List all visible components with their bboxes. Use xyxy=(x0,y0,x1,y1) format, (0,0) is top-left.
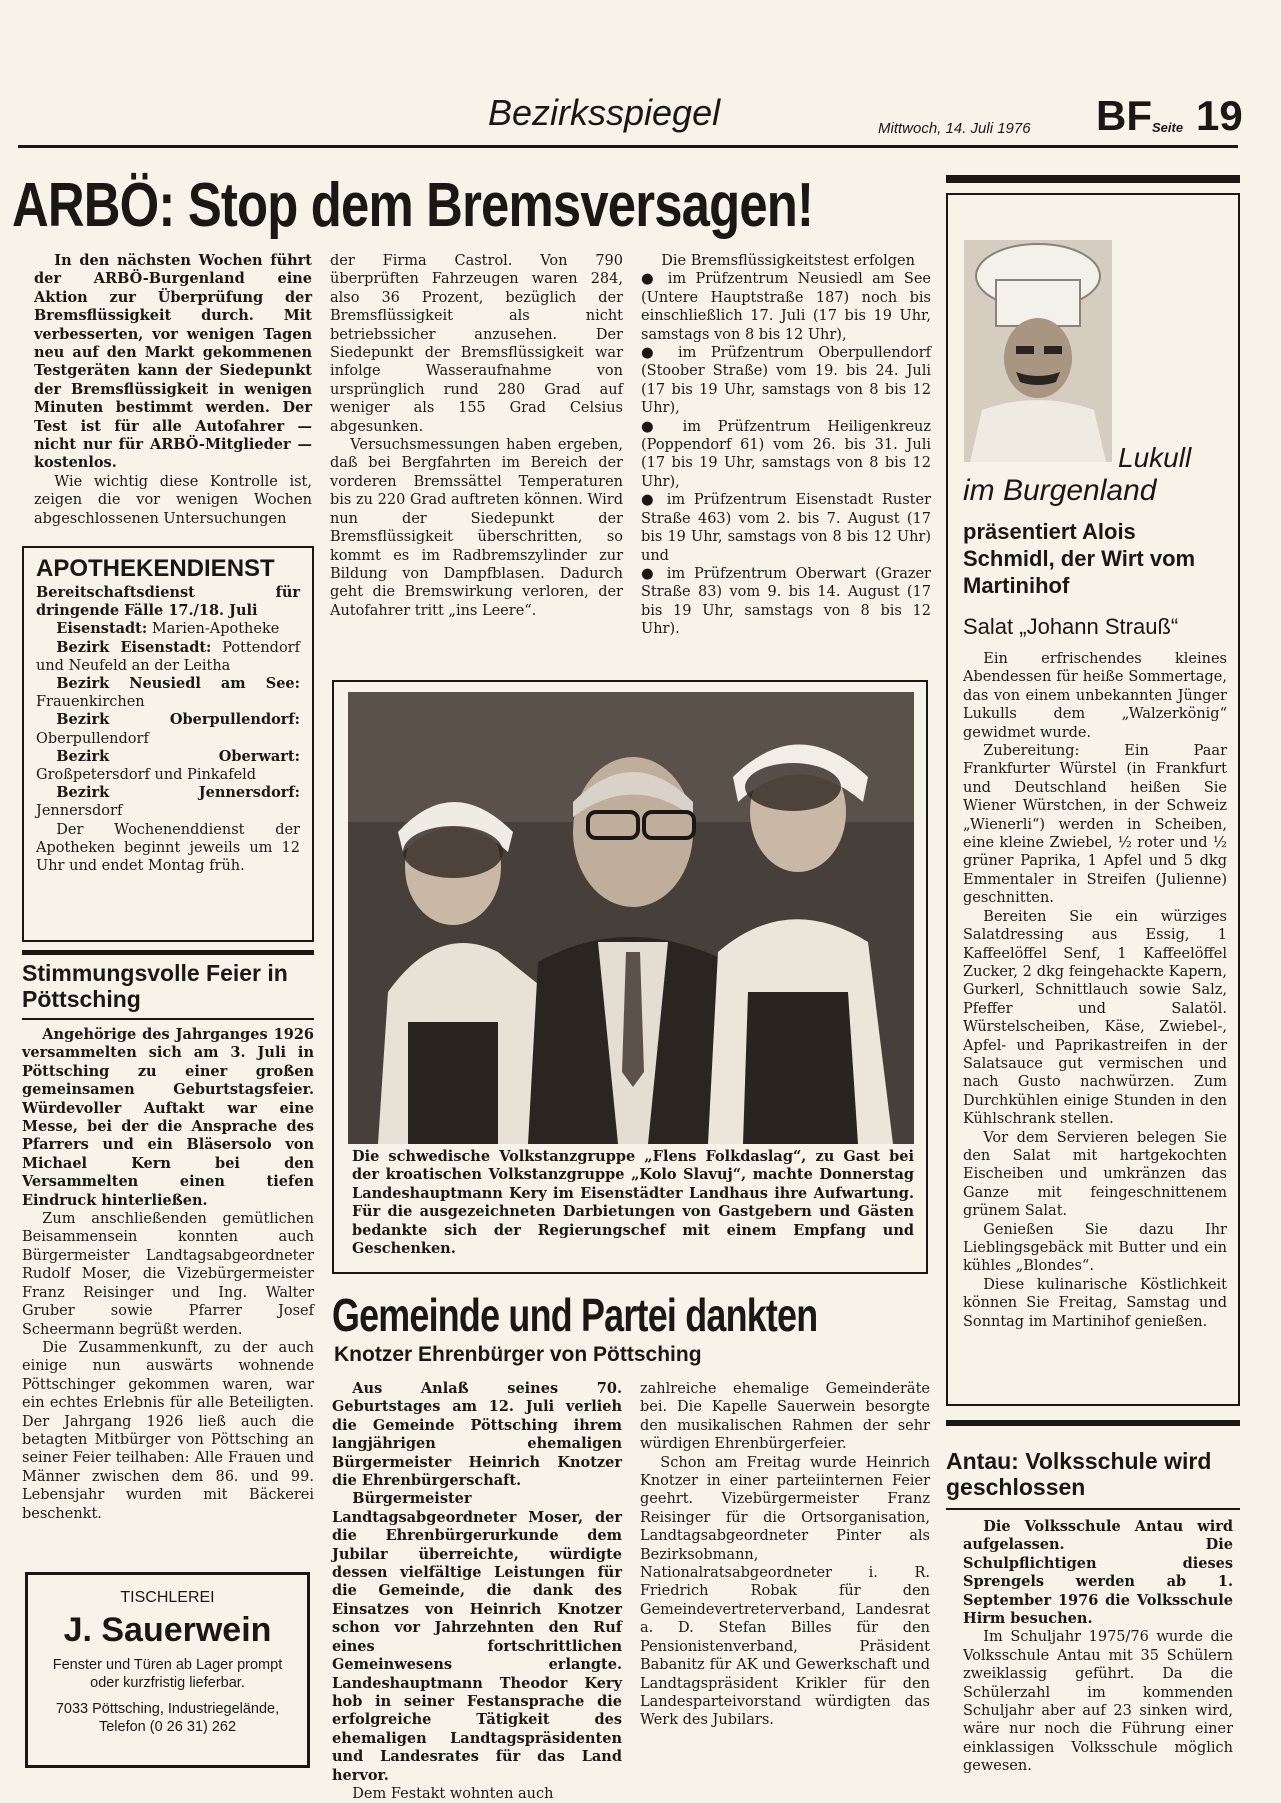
arboe-col3-intro: Die Bremsflüssigkeitstest erfolgen xyxy=(661,253,915,269)
bullet-icon: ● xyxy=(641,345,664,362)
apotheke-title: APOTHEKENDIENST xyxy=(36,555,275,582)
gemeinde-col1-p2: Bürgermeister Landtagsabgeordneter Moser, der die Ehrenbürgerurkunde dem Jubilar überreichte, würdigte dessen vielfältige Leistungen für die Gemeinde, die dank des Einsatzes von Heinrich Knotzer schon vor Jahrzehnten den Ruf eines fortschrittlichen Gemeinwesens erlangte. Landeshauptmann Theodor Kery hob in seiner Festansprache die erfolgreiche Tätigkeit des ehemaligen Landtagspräsidenten und Landesrates für das Land hervor. xyxy=(332,1490,622,1784)
chef-portrait xyxy=(964,240,1112,462)
page-number: 19 xyxy=(1196,92,1243,139)
apotheke-entry: Bezirk Jennersdorf: Jennersdorf xyxy=(36,784,300,820)
page-label: Seite xyxy=(1152,120,1184,135)
test-location-item: ● im Prüfzentrum Eisenstadt Ruster Straße 463) vom 2. bis 7. August (17 bis 19 Uhr, samstags von 8 bis 12 Uhr) und xyxy=(641,492,932,564)
issue-date: Mittwoch, 14. Juli 1976 xyxy=(878,120,1031,137)
photo-illustration xyxy=(348,692,914,1144)
apotheke-entry: Bezirk Oberwart: Großpetersdorf und Pinkafeld xyxy=(36,747,300,784)
recipe-p4: Vor dem Servieren belegen Sie den Salat mit hartgekochten Eischeiben und umkränzen das Ganze mit feingeschnittenem grünem Salat. xyxy=(963,1129,1227,1220)
lukull-top-bar xyxy=(946,175,1240,183)
photo-caption: Die schwedische Volkstanzgruppe „Flens Folkdaslag“, zu Gast bei der kroatischen Volkstanzgruppe „Kolo Slavuj“, machte Donnerstag Landeshauptmann Kery im Eisenstädter Landhaus ihre Aufwartung. Für die ausgezeichneten Darbietungen von Gastgebern und Gästen bedankte sich der Regierungschef mit einem Empfang und Geschenken. xyxy=(352,1148,914,1258)
poettsching-article xyxy=(22,1026,314,1523)
lukull-title-1: Lukull xyxy=(1118,442,1192,473)
gemeinde-column-2 xyxy=(640,1380,930,1730)
poettsching-p1: Zum anschließenden gemütlichen Beisammensein konnten auch Bürgermeister Landtagsabgeordneter Rudolf Moser, die Vizebürgermeister Franz Reisinger und Ing. Walter Gruber sowie Pfarrer Josef Scheermann begrüßt werden. xyxy=(22,1211,314,1338)
paper-logo: BF xyxy=(1096,92,1152,139)
test-location-item: ● im Prüfzentrum Heiligenkreuz (Poppendorf 61) vom 26. bis 31. Juli (17 bis 19 Uhr, samstags von 8 bis 12 Uhr), xyxy=(641,418,931,490)
bullet-icon: ● xyxy=(641,492,658,509)
recipe-p6: Diese kulinarische Köstlichkeit können Sie Freitag, Samstag und Sonntag im Martinihof genießen. xyxy=(963,1276,1227,1330)
test-location-item: ● im Prüfzentrum Oberpullendorf (Stoober Straße) vom 19. bis 24. Juli (17 bis 19 Uhr, samstags von 8 bis 12 Uhr), xyxy=(641,345,931,417)
arboe-column-2 xyxy=(330,252,623,620)
arboe-lead: In den nächsten Wochen führt der ARBÖ-Burgenland eine Aktion zur Überprüfung der Bremsflüssigkeit durch. Mit verbesserten, vor wenigen Tagen neu auf den Markt gekommenen Testgeräten kann der Siedepunkt der Bremsflüssigkeit in wenigen Minuten bestimmt werden. Der Test ist für alle Autofahrer — nicht nur für ARBÖ-Mitglieder — kostenlos. xyxy=(34,252,312,472)
arboe-col2-p1: der Firma Castrol. Von 790 überprüften Fahrzeugen waren 284, also 36 Prozent, bezüglich der Bremsflüssigkeit als nicht betriebssicher anzusehen. Der Siedepunkt der Bremsflüssigkeit war infolge Wasseraufnahme von ursprünglich rund 280 Grad auf weniger als 155 Grad Celsius abgesunken. xyxy=(330,253,623,435)
arboe-col2-p2: Versuchsmessungen haben ergeben, daß bei Bergfahrten im Bereich der vorderen Bremssättel Temperaturen bis zu 220 Grad auftreten können. Wird nun der Siedepunkt der Bremsflüssigkeit überschritten, so kommt es im Radbremszylinder zur Bildung von Dampfblasen. Dadurch geht die Bremswirkung verloren, der Autofahrer tritt „ins Leere“. xyxy=(330,437,623,619)
test-location-item: ● im Prüfzentrum Neusiedl am See (Untere Hauptstraße 187) noch bis einschließlich 17. Juli (17 bis 19 Uhr, samstags von 8 bis 12 Uhr), xyxy=(641,271,931,343)
apotheke-footer: Der Wochenenddienst der Apotheken beginnt jeweils um 12 Uhr und endet Montag früh. xyxy=(36,821,300,875)
lukull-subtitle: präsentiert Alois Schmidl, der Wirt vom Martinihof xyxy=(963,519,1196,598)
antau-lead: Die Volksschule Antau wird aufgelassen. Die Schulpflichtigen dieses Sprengels werden ab 1. September 1976 die Volksschule Hirm besuchen. xyxy=(963,1518,1233,1628)
chef-illustration xyxy=(964,240,1112,462)
gemeinde-col2-p1: zahlreiche ehemalige Gemeinderäte bei. Die Kapelle Sauerwein besorgte den musikalischen Rahmen der sehr würdigen Ehrenbürgerfeier. xyxy=(640,1381,930,1453)
poettsching-underline xyxy=(22,1018,314,1020)
antau-rule xyxy=(946,1420,1240,1426)
recipe-title: Salat „Johann Strauß“ xyxy=(963,614,1179,639)
group-photo xyxy=(348,692,914,1144)
recipe-p2: Zubereitung: Ein Paar Frankfurter Würstel (in Frankfurt und Deutschland heißen Sie Wiener Würstchen, in der Schweiz „Wienerli“) werden in Scheiben, eine kleine Zwiebel, ½ roter und ½ grüner Paprika, 1 Apfel und 5 dkg Emmentaler in Streifen (Julienne) geschnitten. xyxy=(963,743,1227,907)
section-title: Bezirksspiegel xyxy=(488,92,721,133)
test-location-item: ● im Prüfzentrum Oberwart (Grazer Straße 83) vom 9. bis 14. August (17 bis 19 Uhr, samstags von 8 bis 12 Uhr). xyxy=(641,565,931,638)
gemeinde-column-1 xyxy=(332,1380,622,1803)
poettsching-p2: Die Zusammenkunft, zu der auch einige nun auswärts wohnende Pöttschinger gekommen waren, war ein echtes Erlebnis für alle Beteiligten. Der Jahrgang 1926 ließ auch die betagten Mitbürger von Pöttsching an seiner Feier teilhaben: Alle Frauen und Männer zwischen dem 86. und 99. Lebensjahr wurden mit Bäckerei beschenkt. xyxy=(22,1339,314,1522)
recipe-p5: Genießen Sie dazu Ihr Lieblingsgebäck mit Butter und ein kühles „Blondes“. xyxy=(963,1221,1227,1275)
apotheke-entry: Bezirk Oberpullendorf: Oberpullendorf xyxy=(36,711,300,747)
advertisement xyxy=(25,1572,310,1768)
poettsching-rule xyxy=(22,950,314,955)
apotheke-lead: Bereitschaftsdienst für dringende Fälle 17./18. Juli xyxy=(36,584,300,620)
ad-line1: TISCHLEREI xyxy=(120,1589,215,1606)
apotheke-entry: Bezirk Eisenstadt: Pottendorf und Neufeld an der Leitha xyxy=(36,638,300,674)
header-rule xyxy=(18,145,1238,148)
recipe-p3: Bereiten Sie ein würziges Salatdressing aus Essig, 1 Kaffeelöffel Senf, 1 Kaffeelöffel Zucker, 2 dkg feingehackte Kapern, Gurkerl, Schnittlauch sowie Salz, Pfeffer und Salatöl. Würstelscheiben, Käse, Zwiebel-, Apfel- und Paprikastreifen in der Salatsauce gut vermischen und nach Gusto nachwürzen. Zum Durchkühlen einige Stunden in den Kühlschrank stellen. xyxy=(963,908,1227,1128)
gemeinde-headline: Gemeinde und Partei dankten xyxy=(332,1289,818,1341)
antau-p1: Im Schuljahr 1975/76 wurde die Volksschule Antau mit 35 Schülern zweiklassig geführt. Da die Schülerzahl im kommenden Schuljahr aber auf 23 sinken wird, wäre nur noch die Führung einer einklassigen Volksschule möglich gewesen. xyxy=(963,1629,1233,1775)
arboe-column-3 xyxy=(641,252,931,639)
recipe-p1: Ein erfrischendes kleines Abendessen für heiße Sommertage, das von einem unbekannten Jünger Lukulls dem „Walzerkönig“ gewidmet wurde. xyxy=(963,651,1227,741)
apotheke-entry: Bezirk Neusiedl am See: Frauenkirchen xyxy=(36,675,300,711)
gemeinde-col2-p2: Schon am Freitag wurde Heinrich Knotzer in einer parteiinternen Feier geehrt. Vizebürgermeister Franz Reisinger für die Ortsorganisation, Landtagsabgeordneter Pinter als Bezirksobmann, Nationalratsabgeordneter i. R. Friedrich Robak für den Gemeindevertreterverband, Landesrat a. D. Stefan Billes für den Pensionistenverband, Präsident Babanitz für AK und Gewerkschaft und Landtagspräsident Krikler für den Landesparteivorstand würdigten das Werk des Jubilars. xyxy=(640,1454,930,1729)
gemeinde-subhead: Knotzer Ehrenbürger von Pöttsching xyxy=(334,1343,702,1366)
arboe-body: Wie wichtig diese Kontrolle ist, zeigen die vor wenigen Wochen abgeschlossenen Untersuchungen xyxy=(34,473,312,527)
antau-underline xyxy=(946,1508,1240,1510)
ad-line4: 7033 Pöttsching, Industriegelände, Telefon (0 26 31) 262 xyxy=(55,1701,280,1735)
main-headline: ARBÖ: Stop dem Bremsversagen! xyxy=(12,171,814,240)
gemeinde-col1-p3: Dem Festakt wohnten auch xyxy=(352,1785,554,1802)
antau-title: Antau: Volksschule wird geschlossen xyxy=(946,1448,1212,1500)
poettsching-lead: Angehörige des Jahrganges 1926 versammelten sich am 3. Juli in Pöttsching zu einer großen gemeinsamen Geburtstagsfeier. Würdevoller Auftakt war eine Messe, bei der die Ansprache des Pfarrers und ein Bläsersolo von Michael Kern bei den Versammelten einen tiefen Eindruck hinterließen. xyxy=(22,1026,314,1209)
arboe-column-1 xyxy=(34,252,312,528)
ad-name: J. Sauerwein xyxy=(63,1611,272,1649)
gemeinde-lead: Aus Anlaß seines 70. Geburtstages am 12. Juli verlieh die Gemeinde Pöttsching ihrem langjährigen ehemaligen Bürgermeister Heinrich Knotzer die Ehrenbürgerschaft. xyxy=(332,1380,622,1490)
apotheke-entry: Eisenstadt: Marien-Apotheke xyxy=(56,620,280,638)
bullet-icon: ● xyxy=(641,565,658,582)
bullet-icon: ● xyxy=(641,271,659,288)
antau-article xyxy=(963,1518,1233,1776)
apotheke-box xyxy=(22,546,314,942)
bullet-icon: ● xyxy=(641,418,666,435)
recipe-text xyxy=(963,650,1227,1331)
ad-line3: Fenster und Türen ab Lager prompt oder kurzfristig lieferbar. xyxy=(52,1657,283,1691)
lukull-title-2: im Burgenland xyxy=(963,474,1157,507)
poettsching-title: Stimmungsvolle Feier in Pöttsching xyxy=(22,960,288,1012)
